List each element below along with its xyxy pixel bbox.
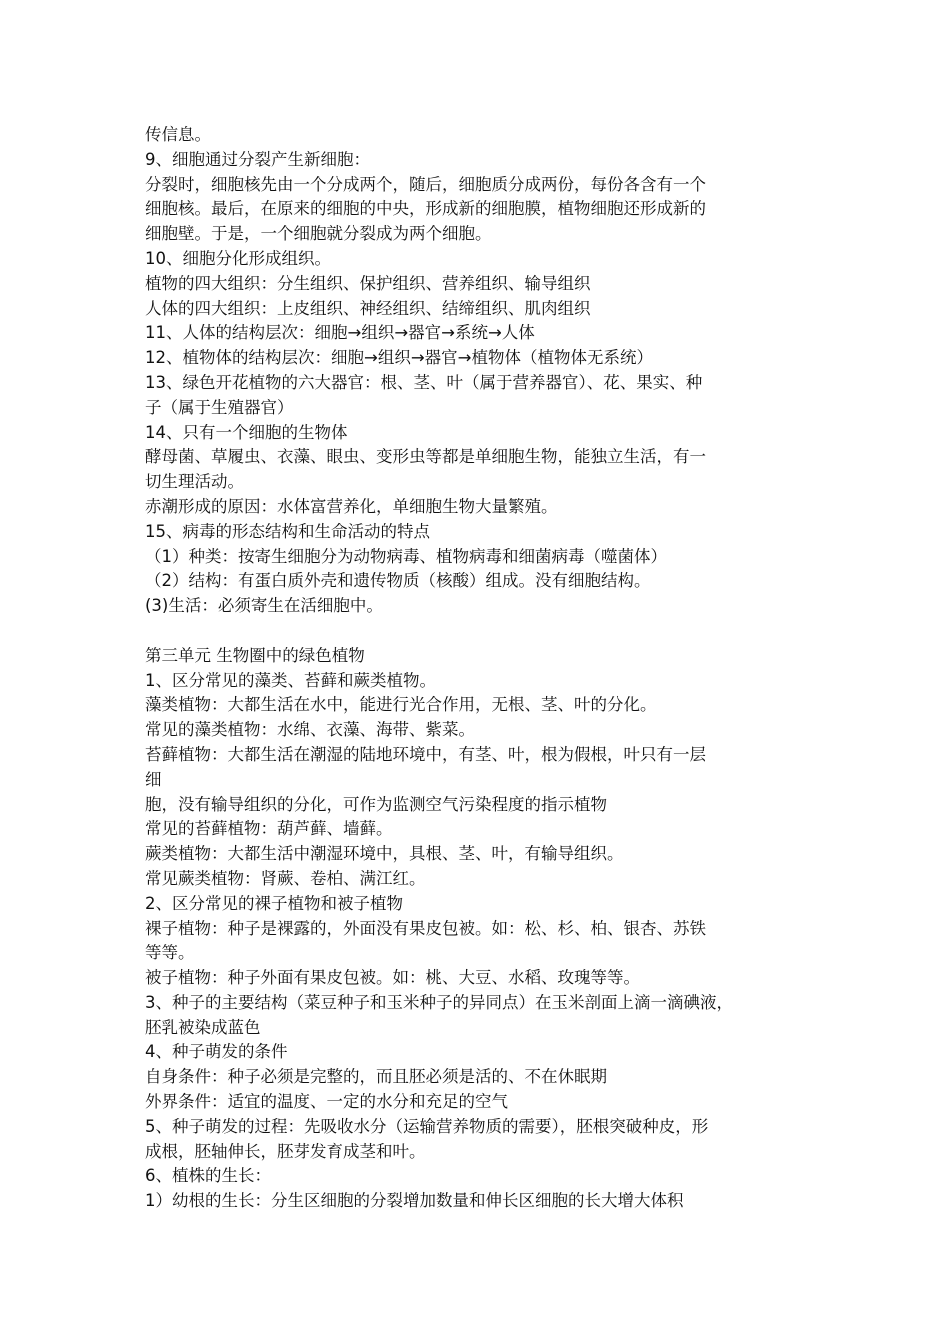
- text-line: 人体的四大组织：上皮组织、神经组织、结缔组织、肌肉组织: [145, 298, 591, 318]
- text-line: 自身条件：种子必须是完整的，而且胚必须是活的、不在休眠期: [145, 1067, 607, 1087]
- section-heading-3: 3、种子的主要结构（菜豆种子和玉米种子的异同点）在玉米剖面上滴一滴碘液，: [145, 992, 733, 1012]
- text-line: 细: [145, 769, 162, 789]
- text-line: 赤潮形成的原因：水体富营养化，单细胞生物大量繁殖。: [145, 496, 558, 516]
- text-line: 被子植物：种子外面有果皮包被。如：桃、大豆、水稻、玫瑰等等。: [145, 968, 640, 988]
- text-line: 苔藓植物：大都生活在潮湿的陆地环境中，有茎、叶，根为假根，叶只有一层: [145, 744, 706, 764]
- text-line: 蕨类植物：大都生活中潮湿环境中，具根、茎、叶，有输导组织。: [145, 844, 624, 864]
- section-heading-10: 10、细胞分化形成组织。: [145, 248, 331, 268]
- section-heading-6: 6、植株的生长：: [145, 1166, 271, 1186]
- section-heading-2: 2、区分常见的裸子植物和被子植物: [145, 893, 403, 913]
- text-line: 等等。: [145, 943, 195, 963]
- section-heading-9: 9、细胞通过分裂产生新细胞：: [145, 149, 370, 169]
- text-line: 细胞壁。于是，一个细胞就分裂成为两个细胞。: [145, 224, 492, 244]
- text-line: 子（属于生殖器官）: [145, 397, 294, 417]
- text-line: 常见的苔藓植物：葫芦藓、墙藓。: [145, 819, 393, 839]
- text-line: 常见蕨类植物：肾蕨、卷柏、满江红。: [145, 868, 426, 888]
- section-heading-15: 15、病毒的形态结构和生命活动的特点: [145, 521, 430, 541]
- text-line: 常见的藻类植物：水绵、衣藻、海带、紫菜。: [145, 720, 475, 740]
- text-line: 酵母菌、草履虫、衣藻、眼虫、变形虫等都是单细胞生物，能独立生活，有一: [145, 447, 706, 467]
- blank-line: [145, 619, 825, 644]
- text-line: 细胞核。最后，在原来的细胞的中央，形成新的细胞膜，植物细胞还形成新的: [145, 199, 706, 219]
- section-heading-12: 12、植物体的结构层次：细胞→组织→器官→植物体（植物体无系统）: [145, 348, 653, 368]
- section-heading-14: 14、只有一个细胞的生物体: [145, 422, 348, 442]
- text-line: 植物的四大组织：分生组织、保护组织、营养组织、输导组织: [145, 273, 591, 293]
- section-heading-1: 1、区分常见的藻类、苔藓和蕨类植物。: [145, 670, 436, 690]
- text-line: 胚乳被染成蓝色: [145, 1017, 261, 1037]
- text-line: 成根，胚轴伸长，胚芽发育成茎和叶。: [145, 1141, 426, 1161]
- text-line: 1）幼根的生长：分生区细胞的分裂增加数量和伸长区细胞的长大增大体积: [145, 1191, 684, 1211]
- section-heading-5: 5、种子萌发的过程：先吸收水分（运输营养物质的需要），胚根突破种皮，形: [145, 1116, 709, 1136]
- text-line: 裸子植物：种子是裸露的，外面没有果皮包被。如：松、杉、柏、银杏、苏铁: [145, 918, 706, 938]
- unit-title: 第三单元 生物圈中的绿色植物: [145, 645, 365, 665]
- text-line: （2）结构：有蛋白质外壳和遗传物质（核酸）组成。没有细胞结构。: [145, 571, 651, 591]
- document-body: [145, 123, 825, 1214]
- text-line: （1）种类：按寄生细胞分为动物病毒、植物病毒和细菌病毒（噬菌体）: [145, 546, 667, 566]
- section-heading-11: 11、人体的结构层次：细胞→组织→器官→系统→人体: [145, 323, 535, 343]
- section-heading-13: 13、绿色开花植物的六大器官：根、茎、叶（属于营养器官）、花、果实、种: [145, 372, 703, 392]
- section-heading-4: 4、种子萌发的条件: [145, 1042, 288, 1062]
- text-line: 切生理活动。: [145, 472, 244, 492]
- text-line: 藻类植物：大都生活在水中，能进行光合作用，无根、茎、叶的分化。: [145, 695, 657, 715]
- text-line: 胞，没有输导组织的分化，可作为监测空气污染程度的指示植物: [145, 794, 607, 814]
- text-line: (3)生活：必须寄生在活细胞中。: [145, 596, 383, 616]
- text-line: 分裂时，细胞核先由一个分成两个，随后，细胞质分成两份，每份各含有一个: [145, 174, 706, 194]
- text-line: 传信息。: [145, 125, 211, 144]
- text-line: 外界条件：适宜的温度、一定的水分和充足的空气: [145, 1092, 508, 1112]
